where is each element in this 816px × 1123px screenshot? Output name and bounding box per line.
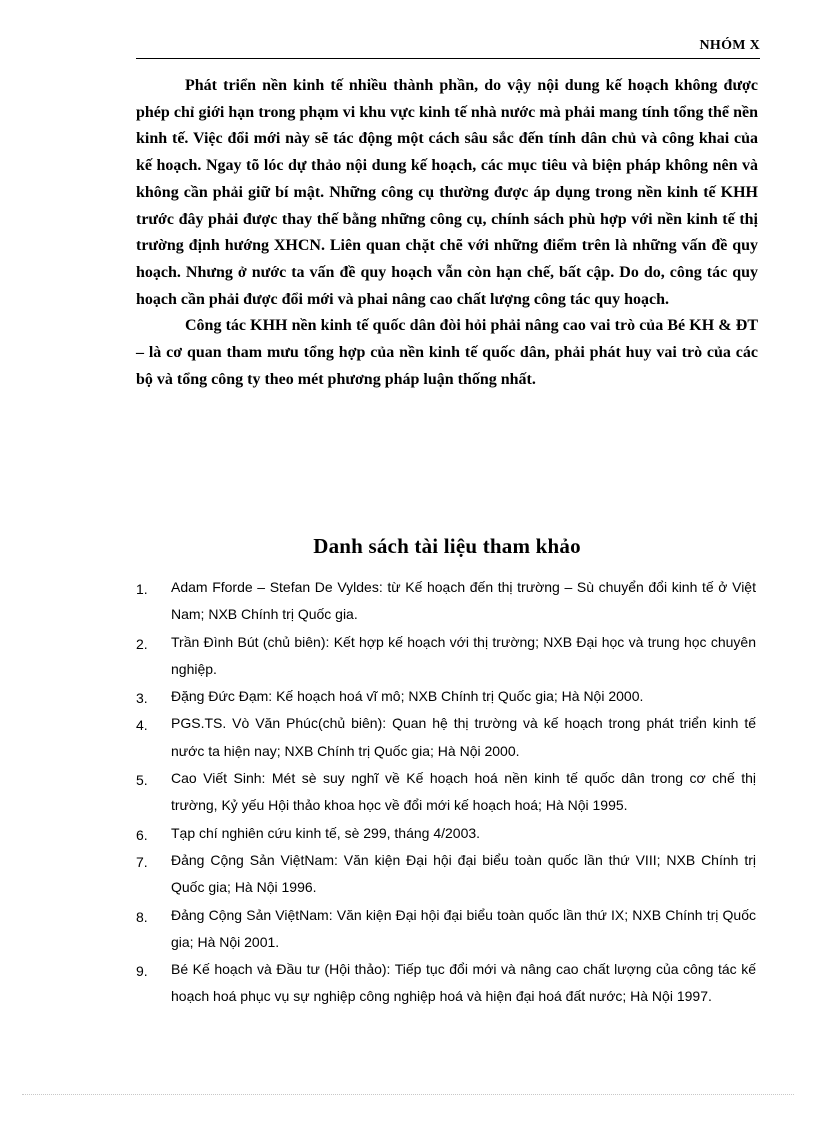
reference-item	[136, 710, 756, 765]
body-paragraph-1: Phát triển nền kinh tế nhiều thành phần, do vậy nội dung kế hoạch không được phép chỉ giới hạn trong phạm vi khu vực kinh tế nhà nước mà phải mang tính tổng thể nền kinh tế. Việc đổi mới này sẽ tác động một cách sâu sắc đến tính dân chủ và công khai của kế hoạch. Ngay tõ lóc dự thảo nội dung kế hoạch, các mục tiêu và biện pháp không nên và không cần phải giữ bí mật. Những công cụ thường được áp dụng trong nền kinh tế KHH trước đây phải được thay thế bằng những công cụ, chính sách phù hợp với nền kinh tế thị trường định hướng XHCN. Liên quan chặt chẽ với những điểm trên là những vấn đề quy hoạch. Nhưng ở nước ta vấn đề quy hoạch vẫn còn hạn chế, bất cập. Do do, công tác quy hoạch cần phải được đổi mới và phai nâng cao chất lượng công tác quy hoạch.	[136, 77, 758, 308]
reference-text: Adam Fforde – Stefan De Vyldes: từ Kế hoạch đến thị trường – Sù chuyển đổi kinh tế ở Việt Nam; NXB Chính trị Quốc gia.	[171, 579, 756, 623]
page-header	[136, 36, 760, 59]
reference-text: Đảng Cộng Sản ViệtNam: Văn kiện Đại hội đại biểu toàn quốc lần thứ VIII; NXB Chính trị Quốc gia; Hà Nội 1996.	[171, 851, 756, 896]
reference-item	[136, 574, 756, 629]
reference-text: Trần Đình Bút (chủ biên): Kết hợp kế hoạch với thị trường; NXB Đại học và trung học chuyên nghiệp.	[171, 633, 756, 677]
reference-item	[136, 820, 756, 847]
body-paragraph-2: Công tác KHH nền kinh tế quốc dân đòi hỏi phải nâng cao vai trò của Bé KH & ĐT – là cơ quan tham mưu tổng hợp của nền kinh tế quốc dân, phải phát huy vai trò của các bộ và tổng công ty theo mét phương pháp luận thống nhất.	[136, 317, 758, 388]
reference-text: Tạp chí nghiên cứu kinh tế, sè 299, tháng 4/2003.	[171, 824, 481, 841]
page-footer-divider	[22, 1094, 794, 1095]
reference-number: 3.	[136, 690, 148, 707]
reference-number: 1.	[136, 581, 148, 597]
reference-item	[136, 683, 756, 710]
reference-number: 8.	[136, 908, 148, 925]
reference-text: Đảng Cộng Sản ViệtNam: Văn kiện Đại hội đại biểu toàn quốc lần thứ IX; NXB Chính trị Quốc gia; Hà Nội 2001.	[171, 906, 756, 950]
reference-number: 2.	[136, 635, 148, 652]
reference-number: 6.	[136, 826, 148, 843]
reference-text: Bé Kế hoạch và Đầu tư (Hội thảo): Tiếp tục đổi mới và nâng cao chất lượng của công tác kế hoạch hoá phục vụ sự nghiệp công nghiệp hoá và hiện đại hoá đất nước; Hà Nội 1997.	[171, 961, 756, 1005]
references-title: Danh sách tài liệu tham khảo	[313, 534, 581, 558]
reference-item	[136, 629, 756, 684]
reference-item	[136, 765, 756, 820]
header-label: NHÓM X	[699, 38, 760, 53]
reference-number: 9.	[136, 963, 148, 980]
reference-number: 4.	[136, 717, 148, 734]
reference-number: 7.	[136, 853, 148, 870]
references-list	[136, 574, 756, 1011]
reference-number: 5.	[136, 772, 148, 789]
reference-item	[136, 847, 756, 902]
reference-text: Cao Viết Sinh: Mét sè suy nghĩ về Kế hoạch hoá nền kinh tế quốc dân trong cơ chế thị trường, Kỷ yếu Hội thảo khoa học về đổi mới kế hoạch hoá; Hà Nội 1995.	[171, 770, 756, 814]
reference-text: PGS.TS. Vò Văn Phúc(chủ biên): Quan hệ thị trường và kế hoạch trong phát triển kinh tế nước ta hiện nay; NXB Chính trị Quốc gia; Hà Nội 2000.	[171, 715, 756, 759]
reference-text: Đặng Đức Đạm: Kế hoạch hoá vĩ mô; NXB Chính trị Quốc gia; Hà Nội 2000.	[171, 688, 644, 705]
body-text	[136, 73, 758, 393]
reference-item	[136, 956, 756, 1011]
reference-item	[136, 902, 756, 957]
